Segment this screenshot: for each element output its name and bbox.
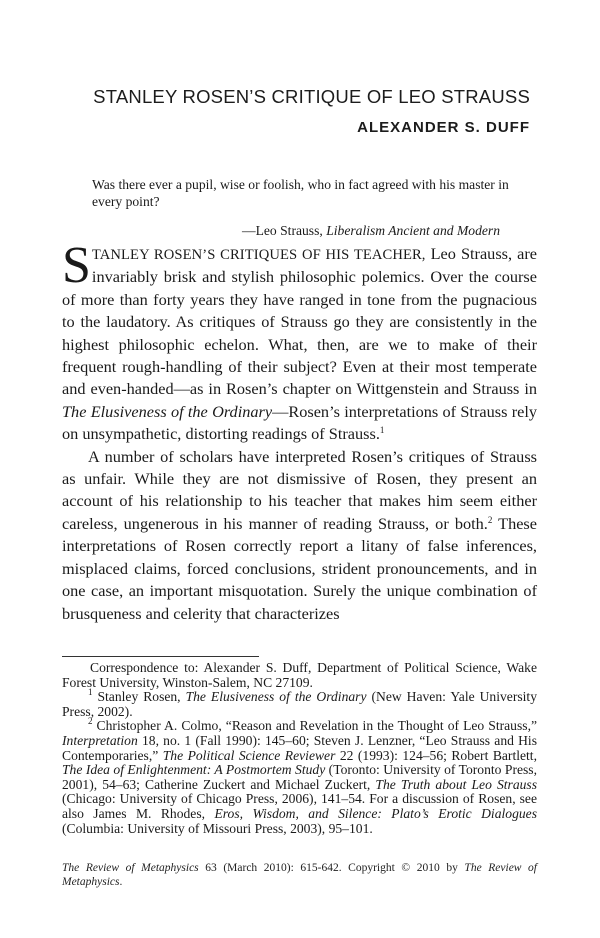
footnote-2-text-e: (Chicago: University of Chicago Press, 2006), 141–54. For a discussion of Rosen, see also James M. Rhodes, [62, 791, 537, 821]
epigraph-attribution [242, 223, 500, 239]
footnote-1-title: The Elusiveness of the Ordinary [185, 689, 367, 705]
footnote-ref-2[interactable]: 2 [487, 514, 493, 525]
journal-footer [62, 862, 537, 889]
footnote-2-title-3: The Idea of Enlightenment: A Postmortem Study [62, 762, 326, 778]
footer-journal-name: The Review of Metaphysics [62, 862, 199, 874]
footnote-2-title-4: The Truth about Leo Strauss [375, 776, 537, 792]
article-title: STANLEY ROSEN’S CRITIQUE OF LEO STRAUSS [93, 86, 530, 107]
paragraph-2-text-a: A number of scholars have interpreted Rosen’s critiques of Strauss as unfair. While they are not dismissive of Rosen, they present an account of his relationship to his teacher that makes him seem either careless, ungenerous in his manner of reading Strauss, or both. [62, 446, 537, 533]
footnote-1-number: 1 [88, 687, 93, 698]
lead-in-caps: TANLEY ROSEN’S CRITIQUES OF HIS TEACHER, [91, 247, 426, 263]
article-author: ALEXANDER S. DUFF [357, 119, 530, 136]
footnote-2-text-a: Christopher A. Colmo, “Reason and Revelation in the Thought of Leo Strauss,” [92, 718, 537, 734]
epigraph-quote: Was there ever a pupil, wise or foolish, who in fact agreed with his master in every point? [92, 177, 509, 209]
footnote-divider [62, 656, 259, 657]
footnote-1-text-b: (New Haven: Yale University Press, 2002). [62, 689, 538, 719]
paragraph-2 [62, 446, 537, 625]
footnote-2 [62, 716, 537, 836]
footer-citation: 63 (March 2010): 615-642. Copyright © 2010 by [198, 862, 465, 874]
footnote-2-number: 2 [88, 716, 93, 727]
paragraph-1-end: —Rosen’s interpretations of Strauss rely on unsympathetic, distorting readings of Strauss. [62, 401, 538, 444]
footnote-2-text-f: (Columbia: University of Missouri Press, 2003), 95–101. [62, 820, 373, 836]
footer-end: . [119, 875, 123, 888]
paragraph-2-text-b: These interpretations of Rosen correctly report a litany of false inferences, misplaced claims, forced conclusions, strident pronouncements, and in one case, an important misquotation. Surely the unique combination of brusqueness and celerity that characterizes [62, 513, 537, 623]
book-title-italic: The Elusiveness of the Ordinary [62, 401, 273, 421]
footnote-2-title-5: Eros, Wisdom, and Silence: Plato’s Erotic Dialogues [214, 805, 537, 821]
drop-cap: S [62, 237, 91, 294]
paragraph-1 [62, 237, 538, 446]
paragraph-1-text: Leo Strauss, are invariably brisk and stylish philosophic polemics. Over the course of more than forty years they have ranged in tone from the pugnacious to the laudatory. As critiques of Strauss go they are consistently in the highest philosophic echelon. What, then, are we to make of their frequent rough-handling of their subject? Even at their most temperate and even-handed—as in Rosen’s chapter on Wittgenstein and Strauss in [62, 244, 537, 399]
footnote-ref-1[interactable]: 1 [379, 425, 385, 436]
footnote-2-text-c: 22 (1993): 124–56; Robert Bartlett, [335, 747, 537, 763]
attribution-work: Liberalism Ancient and Modern [326, 223, 500, 238]
footnote-2-text-d: (Toronto: University of Toronto Press, 2001), 54–63; Catherine Zuckert and Michael Zuckert, [62, 762, 537, 792]
footnote-2-text-b: 18, no. 1 (Fall 1990): 145–60; Steven J. Lenzner, “Leo Strauss and His Contemporaries,” [62, 732, 537, 763]
footnote-1-text-a: Stanley Rosen, [92, 689, 186, 705]
footnote-2-title-2: The Political Science Reviewer [162, 747, 336, 763]
body-text [62, 237, 538, 625]
footer-journal-name-2: The Review of Metaphysics [62, 862, 537, 888]
footnote-1 [62, 687, 538, 719]
correspondence-note: Correspondence to: Alexander S. Duff, Department of Political Science, Wake Forest University, Winston-Salem, NC 27109. [62, 660, 537, 690]
footnote-2-title-1: Interpretation [62, 732, 138, 748]
attribution-prefix: —Leo Strauss, [241, 223, 327, 238]
footnotes [62, 661, 537, 836]
